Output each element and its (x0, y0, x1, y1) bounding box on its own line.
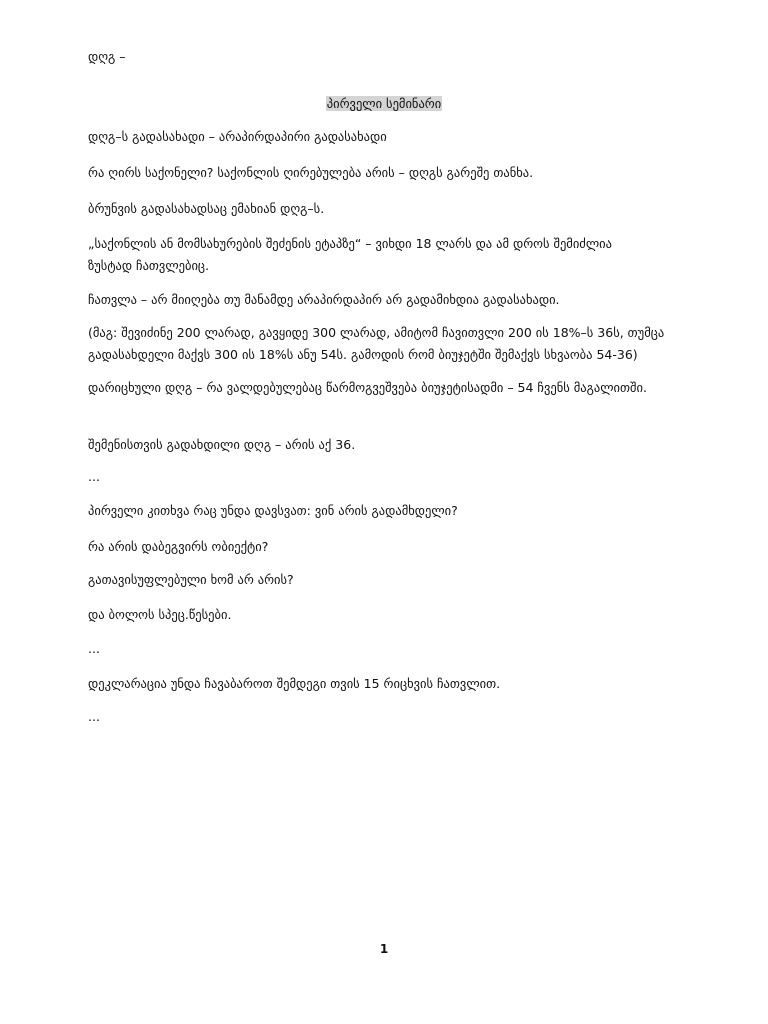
ellipsis: ... (88, 641, 100, 656)
paragraph: (მაგ: შევიძინე 200 ლარად, გავყიდე 300 ლარად, ამიტომ ჩავითვლი 200 ის 18%–ს 36ს, თუმცა გადასახდელი მაქვს 300 ის 18%ს ანუ 54ს. გამოდის რომ ბიუჯეტში შემაქვს სხვაობა 54-36) (88, 325, 665, 362)
document-title (0, 94, 768, 114)
paragraph: შემენისთვის გადახდილი დღგ – არის აქ 36. (88, 437, 356, 452)
page-number: 1 (379, 942, 389, 956)
paragraph: დეკლარაცია უნდა ჩავაბაროთ შემდეგი თვის 15 რიცხვის ჩათვლით. (88, 676, 501, 691)
paragraph: რა ღირს საქონელი? საქონლის ღირებულება არის – დღგს გარეშე თანხა. (88, 165, 534, 180)
paragraph: ბრუნვის გადასახადსაც ემახიან დღგ–ს. (88, 201, 325, 216)
paragraph: დარიცხული დღგ – რა ვალდებულებაც წარმოგვეშვება ბიუჯეტისადმი – 54 ჩვენს მაგალითში. (88, 380, 647, 395)
paragraph: რა არის დაბეგვირს ობიექტი? (88, 539, 269, 554)
title-text: პირველი სემინარი (326, 96, 442, 111)
paragraph: გათავისუფლებული ხომ არ არის? (88, 572, 294, 587)
paragraph: „საქონლის ან მომსახურების შეძენის ეტაპზე“ – ვიხდი 18 ლარს და ამ დროს შემიძლია ზუსტად ჩათვლებიც. (88, 236, 612, 273)
ellipsis: ... (88, 469, 100, 484)
header-line: დღგ – (88, 49, 126, 64)
paragraph: ჩათვლა – არ მიიღება თუ მანამდე არაპირდაპირ არ გადამიხდია გადასახადი. (88, 292, 560, 307)
ellipsis: ... (88, 709, 100, 724)
paragraph: პირველი კითხვა რაც უნდა დავსვათ: ვინ არის გადამხდელი? (88, 503, 458, 518)
paragraph: დღგ–ს გადასახადი – არაპირდაპირი გადასახადი (88, 129, 387, 144)
paragraph: და ბოლოს სპეც.წესები. (88, 607, 232, 622)
